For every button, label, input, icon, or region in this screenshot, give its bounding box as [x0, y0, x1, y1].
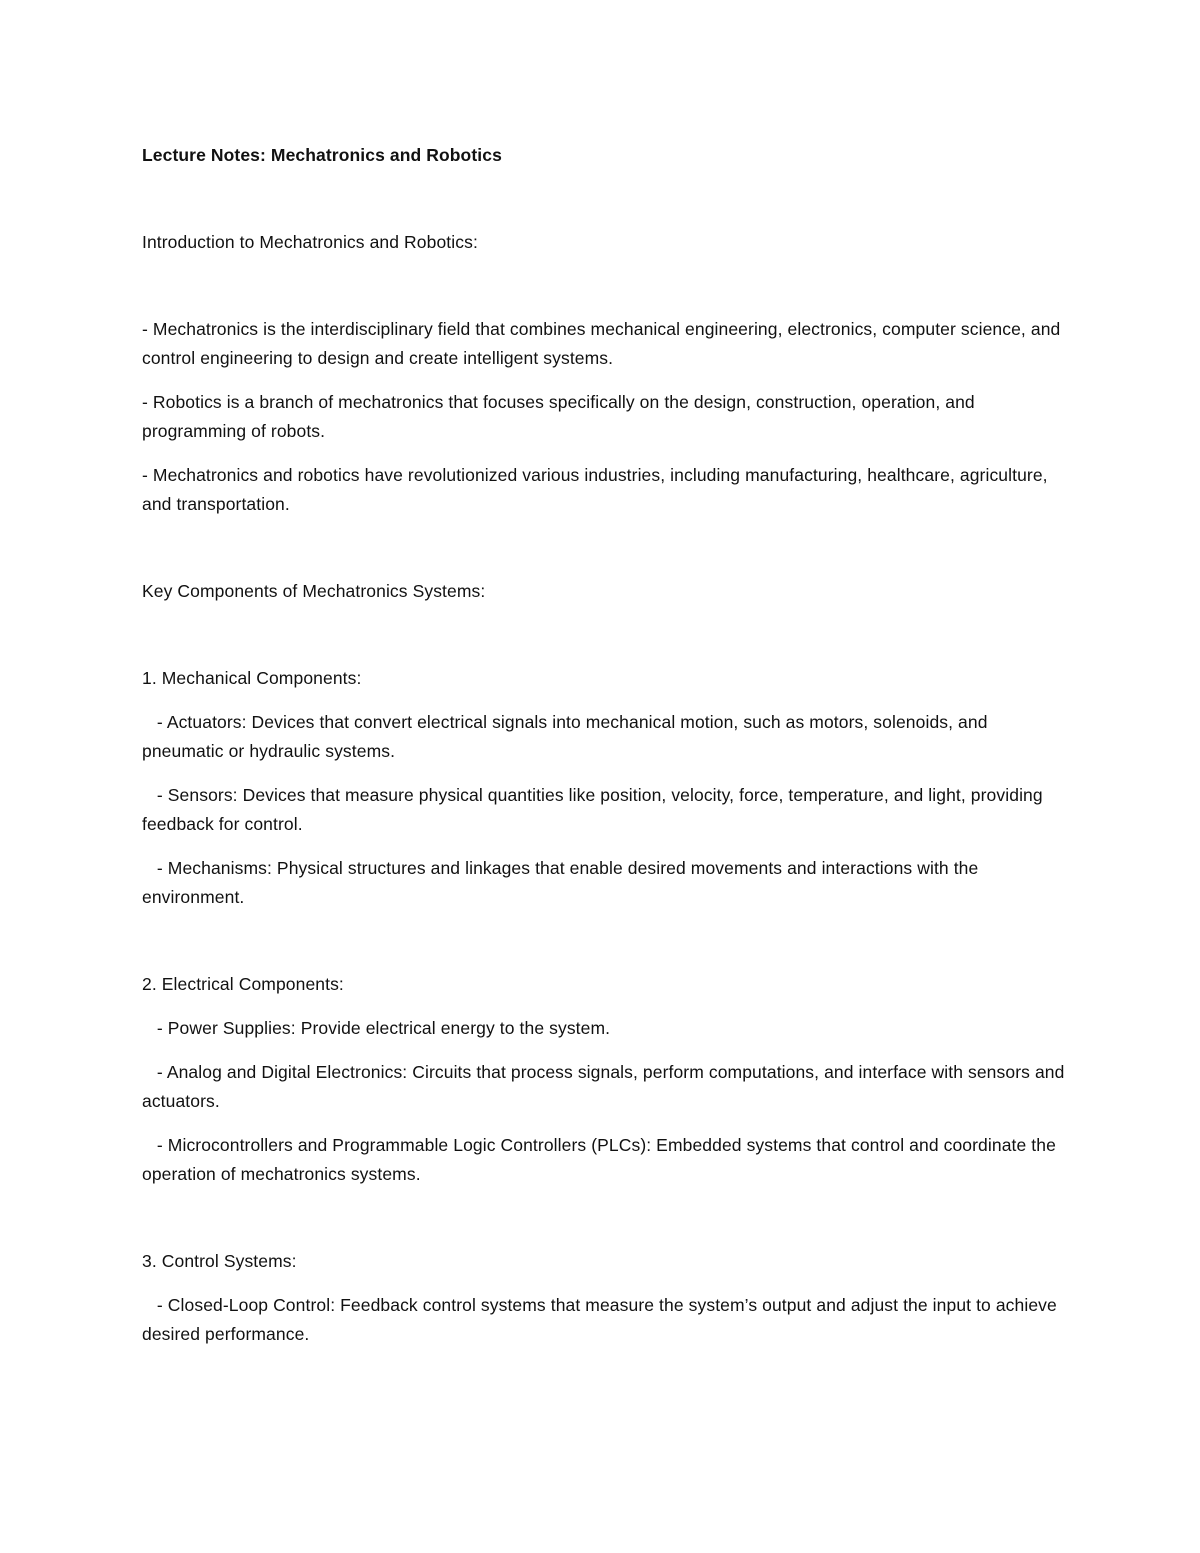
list-item — [142, 854, 1072, 912]
list-item — [142, 1014, 1072, 1043]
intro-paragraph: - Mechatronics is the interdisciplinary field that combines mechanical engineering, electronics, computer science, and control engineering to design and create intelligent systems. — [142, 319, 1061, 368]
list-item-text: - Closed-Loop Control: Feedback control systems that measure the system’s output and adjust the input to achieve desired performance. — [142, 1295, 1057, 1344]
document-title: Lecture Notes: Mechatronics and Robotics — [142, 145, 502, 165]
list-item-text: - Actuators: Devices that convert electrical signals into mechanical motion, such as motors, solenoids, and pneumatic or hydraulic systems. — [142, 712, 988, 761]
intro-paragraph: - Mechatronics and robotics have revolutionized various industries, including manufacturing, healthcare, agriculture, and transportation. — [142, 465, 1048, 514]
section-heading-mechanical: 1. Mechanical Components: — [142, 668, 362, 688]
intro-heading: Introduction to Mechatronics and Robotics: — [142, 232, 478, 252]
document-body — [142, 141, 1072, 1364]
components-heading: Key Components of Mechatronics Systems: — [142, 581, 486, 601]
list-item-text: - Mechanisms: Physical structures and linkages that enable desired movements and interactions with the environment. — [142, 858, 979, 907]
list-item — [142, 708, 1072, 766]
list-item — [142, 1058, 1072, 1116]
section-heading-control: 3. Control Systems: — [142, 1251, 297, 1271]
list-item-text: - Microcontrollers and Programmable Logic Controllers (PLCs): Embedded systems that control and coordinate the operation of mechatronics systems. — [142, 1135, 1056, 1184]
list-item — [142, 1291, 1072, 1349]
list-item-text: - Sensors: Devices that measure physical quantities like position, velocity, force, temperature, and light, providing feedback for control. — [142, 785, 1043, 834]
list-item — [142, 1131, 1072, 1189]
section-heading-electrical: 2. Electrical Components: — [142, 974, 344, 994]
list-item-text: - Power Supplies: Provide electrical energy to the system. — [156, 1018, 611, 1038]
list-item-text: - Analog and Digital Electronics: Circuits that process signals, perform computations, and interface with sensors and actuators. — [142, 1062, 1065, 1111]
list-item — [142, 781, 1072, 839]
intro-paragraph: - Robotics is a branch of mechatronics that focuses specifically on the design, construction, operation, and programming of robots. — [142, 392, 975, 441]
